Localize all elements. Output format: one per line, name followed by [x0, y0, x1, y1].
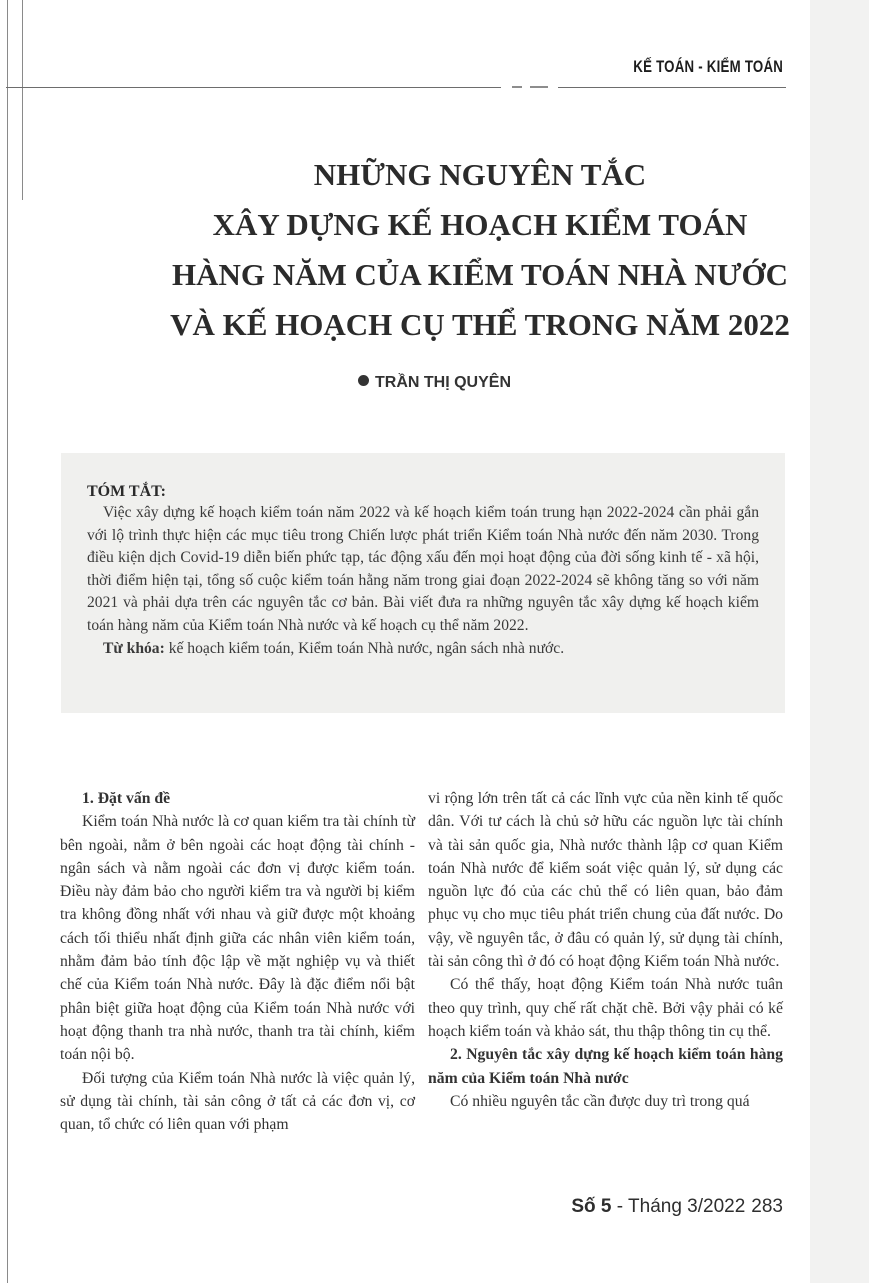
- paragraph: Có nhiều nguyên tắc cần được duy trì trong quá: [450, 1092, 750, 1110]
- page-footer: [571, 1196, 783, 1218]
- paragraph: vi rộng lớn trên tất cả các lĩnh vực của nền kinh tế quốc dân. Với tư cách là chủ sở hữu các nguồn lực tài chính và tài sản quốc gia, Nhà nước thành lập cơ quan Kiểm toán Nhà nước để kiểm soát việc quản lý, sử dụng các nguồn lực đó của các chủ thể có liên quan, bảo đảm phục vụ cho mục tiêu phát triển chung của đất nước. Do vậy, về nguyên tắc, ở đâu có quản lý, sử dụng tài chính, tài sản công thì ở đó có hoạt động Kiểm toán Nhà nước.: [428, 790, 783, 971]
- section-heading: 2. Nguyên tắc xây dựng kế hoạch kiểm toán hàng năm của Kiểm toán Nhà nước: [428, 1046, 783, 1087]
- title-line: VÀ KẾ HOẠCH CỤ THỂ TRONG NĂM 2022: [170, 307, 790, 342]
- abstract-body: Việc xây dựng kế hoạch kiểm toán năm 2022 và kế hoạch kiểm toán trung hạn 2022-2024 cần phải gắn với lộ trình thực hiện các mục tiêu trong Chiến lược phát triển Kiểm toán Nhà nước đến năm 2030. Trong điều kiện dịch Covid-19 diễn biến phức tạp, tác động xấu đến mọi hoạt động của đời sống kinh tế - xã hội, thời điểm hiện tại, tổng số cuộc kiểm toán hằng năm trong giai đoạn 2022-2024 sẽ không tăng so với năm 2021 và phải dựa trên các nguyên tắc cơ bản. Bài viết đưa ra những nguyên tắc xây dựng kế hoạch kiểm toán hàng năm của Kiểm toán Nhà nước và kế hoạch cụ thể năm 2022.: [87, 504, 759, 634]
- paragraph: Kiểm toán Nhà nước là cơ quan kiểm tra tài chính từ bên ngoài, nằm ở bên ngoài các hoạt động tài chính - ngân sách và nằm ngoài các đơn vị được kiểm toán. Điều này đảm bảo cho người kiểm tra và người bị kiểm tra không đồng nhất với nhau và giữ được một khoảng cách tối thiểu nhất định giữa các nhân viên kiểm toán, nhằm đảm bảo tính độc lập về mặt nghiệp vụ và thiết chế của Kiểm toán Nhà nước. Đây là đặc điểm nổi bật phân biệt giữa hoạt động của Kiểm toán Nhà nước với hoạt động thanh tra nhà nước, thanh tra tài chính, kiểm toán nội bộ.: [60, 813, 415, 1064]
- author-byline: [0, 374, 869, 392]
- article-title: [120, 150, 840, 350]
- issue-date: - Tháng 3/2022: [611, 1196, 746, 1217]
- paragraph: Đối tượng của Kiểm toán Nhà nước là việc quản lý, sử dụng tài chính, tài sản công ở tất cả các đơn vị, cơ quan, tổ chức có liên quan với phạm: [60, 1069, 415, 1134]
- body-column-right: [428, 787, 783, 1113]
- abstract-box: [61, 453, 785, 713]
- issue-number: Số 5: [571, 1196, 612, 1217]
- header-rule-right: [558, 87, 786, 88]
- author-name: TRẦN THỊ QUYÊN: [375, 374, 511, 391]
- header-rule-main: [6, 87, 501, 88]
- keywords-text: kế hoạch kiểm toán, Kiểm toán Nhà nước, ngân sách nhà nước.: [164, 639, 565, 657]
- header-rule-dash: [530, 86, 548, 88]
- crop-line-inner: [22, 0, 23, 200]
- bullet-icon: [358, 375, 369, 386]
- title-line: XÂY DỰNG KẾ HOẠCH KIỂM TOÁN: [212, 207, 748, 242]
- abstract-heading: TÓM TẮT:: [87, 483, 166, 500]
- section-label: KẾ TOÁN - KIỂM TOÁN: [633, 57, 783, 76]
- crop-line-left: [7, 0, 8, 1283]
- header-rule-dash: [512, 86, 522, 88]
- keywords-label: Từ khóa:: [103, 639, 165, 657]
- body-column-left: [60, 787, 415, 1136]
- title-line: HÀNG NĂM CỦA KIỂM TOÁN NHÀ NƯỚC: [172, 257, 788, 292]
- title-line: NHỮNG NGUYÊN TẮC: [313, 157, 647, 192]
- page-number: 283: [751, 1196, 783, 1217]
- section-heading: 1. Đặt vấn đề: [82, 790, 171, 807]
- keywords: [87, 638, 759, 661]
- paragraph: Có thể thấy, hoạt động Kiểm toán Nhà nước tuân theo quy trình, quy chế rất chặt chẽ. Bởi vậy phải có kế hoạch kiểm toán và khảo sát, thu thập thông tin cụ thể.: [428, 976, 783, 1040]
